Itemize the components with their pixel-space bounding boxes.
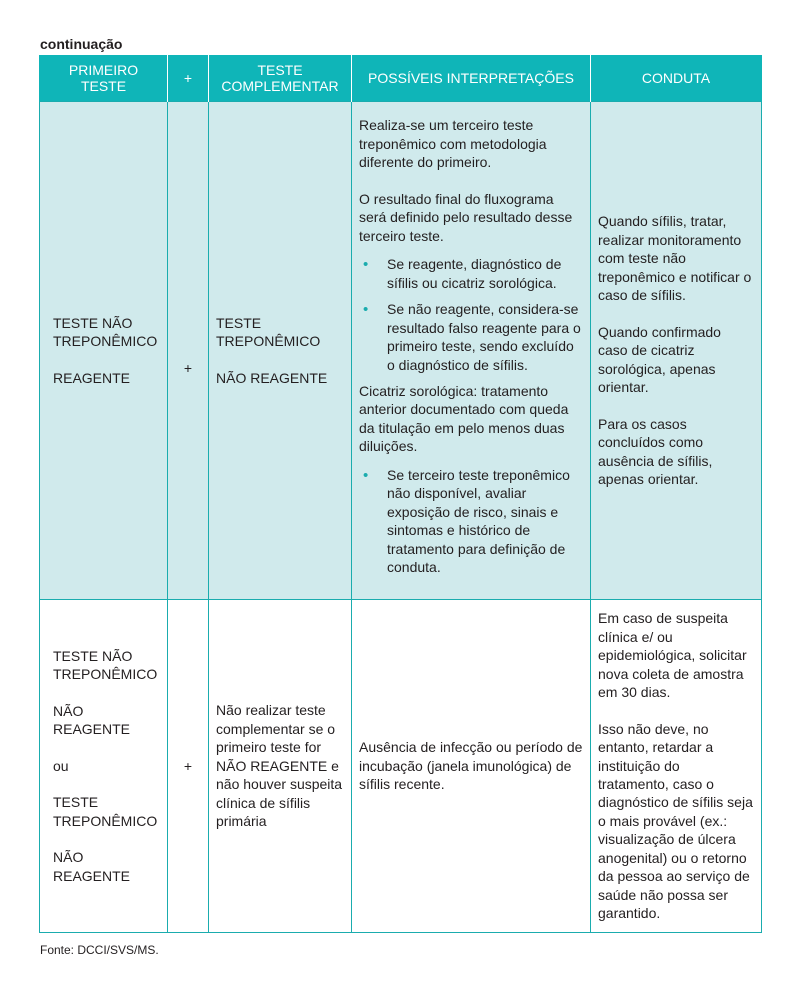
continuation-caption: continuação [40,36,123,52]
table-header-row [40,55,762,102]
row2-primeiro-teste-line1: TESTE NÃO TREPONÊMICO [53,647,158,683]
row1-teste-complementar-line2: NÃO REAGENTE [216,369,328,386]
row1-plus [168,102,209,600]
table-row [40,600,762,933]
row1-interp-p1: Realiza-se um terceiro teste treponêmico com metodologia diferente do primeiro. [359,117,547,171]
row1-interp-p2: O resultado final do fluxograma será definido pelo resultado desse terceiro teste. [359,190,573,244]
row1-interp-list-b [359,466,583,577]
row2-primeiro-teste-ou: ou [53,757,69,774]
list-item: • Se não reagente, considera-se resultado falso reagente para o primeiro teste, sendo excluído o diagnóstico de sífilis. [359,300,583,374]
row2-primeiro-teste-line2: NÃO REAGENTE [53,702,131,738]
header-interpretacoes: POSSÍVEIS INTERPRETAÇÕES [352,55,591,102]
row1-teste-complementar [209,102,352,600]
row2-interp-text: Ausência de infecção ou período de incubação (janela imunológica) de sífilis recente. [359,739,583,793]
row2-teste-complementar [209,600,352,933]
row2-interpretacoes [352,600,591,933]
row2-plus-sign: + [183,757,193,774]
row2-primeiro-teste-line3: TESTE TREPONÊMICO [53,794,158,829]
header-conduta: CONDUTA [591,55,762,102]
row1-primeiro-teste-line2: REAGENTE [53,369,131,386]
row1-interpretacoes [352,102,591,600]
row2-conduta-p1: Em caso de suspeita clínica e/ ou epidemiológica, solicitar nova coleta de amostra em 30 dias. [598,610,747,701]
source-note: Fonte: DCCI/SVS/MS. [40,943,159,957]
header-teste-complementar: TESTE COMPLEMENTAR [209,55,352,102]
row2-plus [168,600,209,933]
header-plus: + [168,55,209,102]
row1-conduta [591,102,762,600]
row2-primeiro-teste-line4: NÃO REAGENTE [53,849,131,884]
row2-conduta [591,600,762,933]
table-row [40,102,762,600]
row1-interp-p3: Cicatriz sorológica: tratamento anterior documentado com queda da titulação em pelo menos duas diluições. [359,382,569,455]
row1-primeiro-teste [40,102,168,600]
list-item: • Se reagente, diagnóstico de sífilis ou cicatriz sorológica. [359,255,583,292]
list-item: • Se terceiro teste treponêmico não disponível, avaliar exposição de risco, sinais e sintomas e histórico de tratamento para definição de conduta. [359,466,583,577]
row1-primeiro-teste-line1: TESTE NÃO TREPONÊMICO [53,314,158,350]
row2-primeiro-teste [40,600,168,933]
row2-conduta-p2: Isso não deve, no entanto, retardar a instituição do tratamento, caso o diagnóstico de sífilis seja o mais provável (ex.: visualização de úlcera anogenital) ou o retorno da pessoa ao serviço de saúde não possa ser garantido. [598,720,753,922]
syphilis-test-table [39,55,762,933]
row1-interp-list-a [359,255,583,374]
row1-teste-complementar-line1: TESTE TREPONÊMICO [216,314,321,350]
row2-teste-complementar-text: Não realizar teste complementar se o primeiro teste for NÃO REAGENTE e não houver suspeita clínica de sífilis primária [216,702,343,830]
row1-conduta-p1: Quando sífilis, tratar, realizar monitoramento com teste não treponêmico e notificar o caso de sífilis. [598,213,752,304]
row1-conduta-p2: Quando confirmado caso de cicatriz sorológica, apenas orientar. [598,323,721,396]
row1-plus-sign: + [183,360,193,377]
header-primeiro-teste: PRIMEIRO TESTE [40,55,168,102]
row1-conduta-p3: Para os casos concluídos como ausência de sífilis, apenas orientar. [598,415,713,488]
